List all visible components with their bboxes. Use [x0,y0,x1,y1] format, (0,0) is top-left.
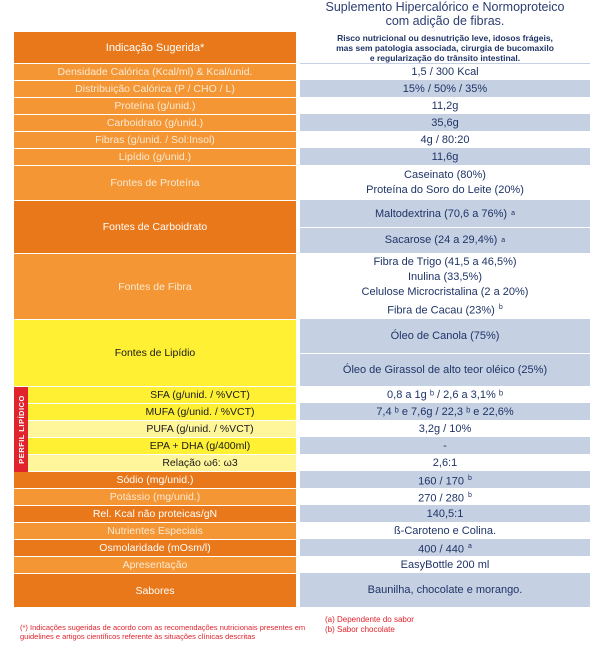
row-value [300,421,590,438]
row-value [300,115,590,132]
value-text: Proteína do Soro do Leite (20%) [366,184,524,196]
value-line [403,82,487,97]
value-line [337,33,553,43]
value-line [433,456,457,471]
footnotes-flavor [325,615,414,635]
value-line [408,270,482,285]
value-text: 4g / 80:20 [420,133,470,146]
table-row [14,455,590,472]
table-row [14,64,590,81]
value-line [373,255,516,270]
value-line [419,422,472,437]
value-text: Caseinato (80%) [404,169,486,181]
row-value [300,455,590,472]
row-label: EPA + DHA (g/400ml) [14,438,296,455]
row-value [300,98,590,115]
row-value [300,506,590,523]
row-value [300,166,590,201]
value-text: 400 / 440 [418,543,464,556]
row-label: Lipídio (g/unid.) [14,149,296,166]
value-line [362,285,529,300]
row-value [300,523,590,540]
value-line [376,405,513,420]
value-text: Inulina (33,5%) [408,270,482,283]
value-line [431,116,459,131]
row-label: Carboidrato (g/unid.) [14,115,296,132]
row-label: MUFA (g/unid. / %VCT) [14,404,296,421]
table-row [14,166,590,201]
value-text: ß-Caroteno e Colina. [393,524,497,537]
value-line [300,320,590,354]
row-label: Densidade Calórica (Kcal/ml) & Kcal/unid. [14,64,296,81]
value-text: EasyBottle 200 ml [400,558,490,571]
row-value [300,574,590,608]
row-label: Fibras (g/unid. / Sol:Insol) [14,132,296,149]
value-text: Óleo de Girassol de alto teor oléico (25%) [342,363,548,376]
value-line [418,539,472,558]
value-text: 0,8 a 1g ᵇ / 2,6 a 3,1% ᵇ [387,388,503,401]
row-value [300,254,590,320]
row-value [300,540,590,557]
value-text: 11,6g [431,150,459,163]
table-row [14,404,590,421]
table-row [14,115,590,132]
value-line [432,150,459,165]
perfil-lipidico-tag [14,387,28,472]
row-value [300,132,590,149]
table-row [14,540,590,557]
perfil-lipidico-label: PERFIL LIPÍDICO [16,395,26,464]
value-text: 270 / 280 [418,492,464,505]
row-label: Potássio (mg/unid.) [14,489,296,506]
header-line-1: Suplemento Hipercalórico e Normoproteico [325,0,565,14]
row-label: Indicação Sugerida* [14,32,296,64]
value-line [427,507,464,522]
table-row [14,254,590,320]
row-value [300,201,590,254]
value-text: Fibra de Trigo (41,5 a 46,5%) [373,255,517,268]
value-line [300,354,590,387]
footnote-marker: a [511,210,515,218]
value-line [366,183,524,198]
value-line [401,558,490,573]
value-text: 15% / 50% / 35% [402,82,488,95]
table-row [14,201,590,254]
value-text: 2,6:1 [432,456,458,469]
value-text: Óleo de Canola (75%) [390,330,500,343]
row-value [300,32,590,64]
value-line [394,524,496,539]
row-label: PUFA (g/unid. / %VCT) [14,421,296,438]
row-value [300,557,590,574]
value-text: e regularização do trânsito intestinal. [369,52,521,63]
value-text: Baunilha, chocolate e morango. [367,584,523,596]
footnote-marker: a [467,542,472,550]
row-label: Distribuição Calórica (P / CHO / L) [14,81,296,98]
footnote-marker: b [498,303,503,311]
row-label: Proteína (g/unid.) [14,98,296,115]
row-value [300,149,590,166]
row-label: Sabores [14,574,296,608]
table-row [14,149,590,166]
row-label: Apresentação [14,557,296,574]
table-row [14,472,590,489]
value-line [443,439,447,454]
row-value [300,320,590,387]
value-line [300,228,590,254]
row-label: Nutrientes Especiais [14,523,296,540]
value-text: 1,5 / 300 Kcal [411,65,479,78]
table-row [14,98,590,115]
row-label: Rel. Kcal não proteicas/gN [14,506,296,523]
table-row [14,557,590,574]
value-text: mas sem patologia associada, cirurgia de bucomaxilo [336,42,554,53]
row-value [300,438,590,455]
row-value [300,489,590,506]
product-header [300,0,590,30]
row-value [300,387,590,404]
footnote-b: (b) Sabor chocolate [325,625,395,634]
footnote-marker: b [467,474,472,482]
table-row [14,81,590,98]
row-value [300,64,590,81]
value-line [387,388,503,403]
value-line [418,488,472,507]
footnote-indication: (*) Indicações sugeridas de acordo com as recomendações nutricionais presentes em guidelines e artigos científicos referente às situações clínicas descritas [20,623,306,641]
value-line [300,201,590,228]
table-row [14,387,590,404]
table-row [14,438,590,455]
value-text: 140,5:1 [426,507,464,520]
row-label: Fontes de Carboidrato [14,201,296,254]
value-line [411,65,478,80]
row-value [300,404,590,421]
value-line [370,53,520,63]
table-row [14,32,590,64]
value-line [404,168,486,183]
value-text: Sacarose (24 a 29,4%) [384,234,498,247]
table-row [14,132,590,149]
value-text: 7,4 ᵇ e 7,6g / 22,3 ᵇ e 22,6% [376,405,514,418]
table-row [14,320,590,387]
row-label: Sódio (mg/unid.) [14,472,296,489]
value-line [368,583,523,598]
row-value [300,472,590,489]
footnote-marker: b [467,491,472,499]
value-text: - [443,439,447,452]
header-line-2: com adição de fibras. [385,14,505,28]
table-row [14,506,590,523]
value-text: 11,2g [431,99,459,112]
value-text: Maltodextrina (70,6 a 76%) [375,207,508,220]
value-line [432,99,459,114]
value-text: Celulose Microcristalina (2 a 20%) [361,285,529,298]
row-label: Fontes de Lipídio [14,320,296,387]
value-text: 160 / 170 [418,475,464,488]
row-label: Fontes de Fibra [14,254,296,320]
value-text: Risco nutricional ou desnutrição leve, idosos frágeis, [337,32,553,43]
table-row [14,523,590,540]
value-line [418,471,472,490]
value-line [336,43,554,53]
value-line [387,300,503,319]
row-label: SFA (g/unid. / %VCT) [14,387,296,404]
footnote-a: (a) Dependente do sabor [325,615,414,624]
row-label: Osmolaridade (mOsm/l) [14,540,296,557]
table-row [14,421,590,438]
value-text: Fibra de Cacau (23%) [387,304,495,317]
value-line [421,133,470,148]
row-label: Relação ω6: ω3 [14,455,296,472]
table-row [14,489,590,506]
value-text: 3,2g / 10% [418,422,472,435]
table-row [14,574,590,608]
value-text: 35,6g [431,116,459,129]
row-value [300,81,590,98]
row-label: Fontes de Proteína [14,166,296,201]
footnote-marker: a [501,236,506,244]
